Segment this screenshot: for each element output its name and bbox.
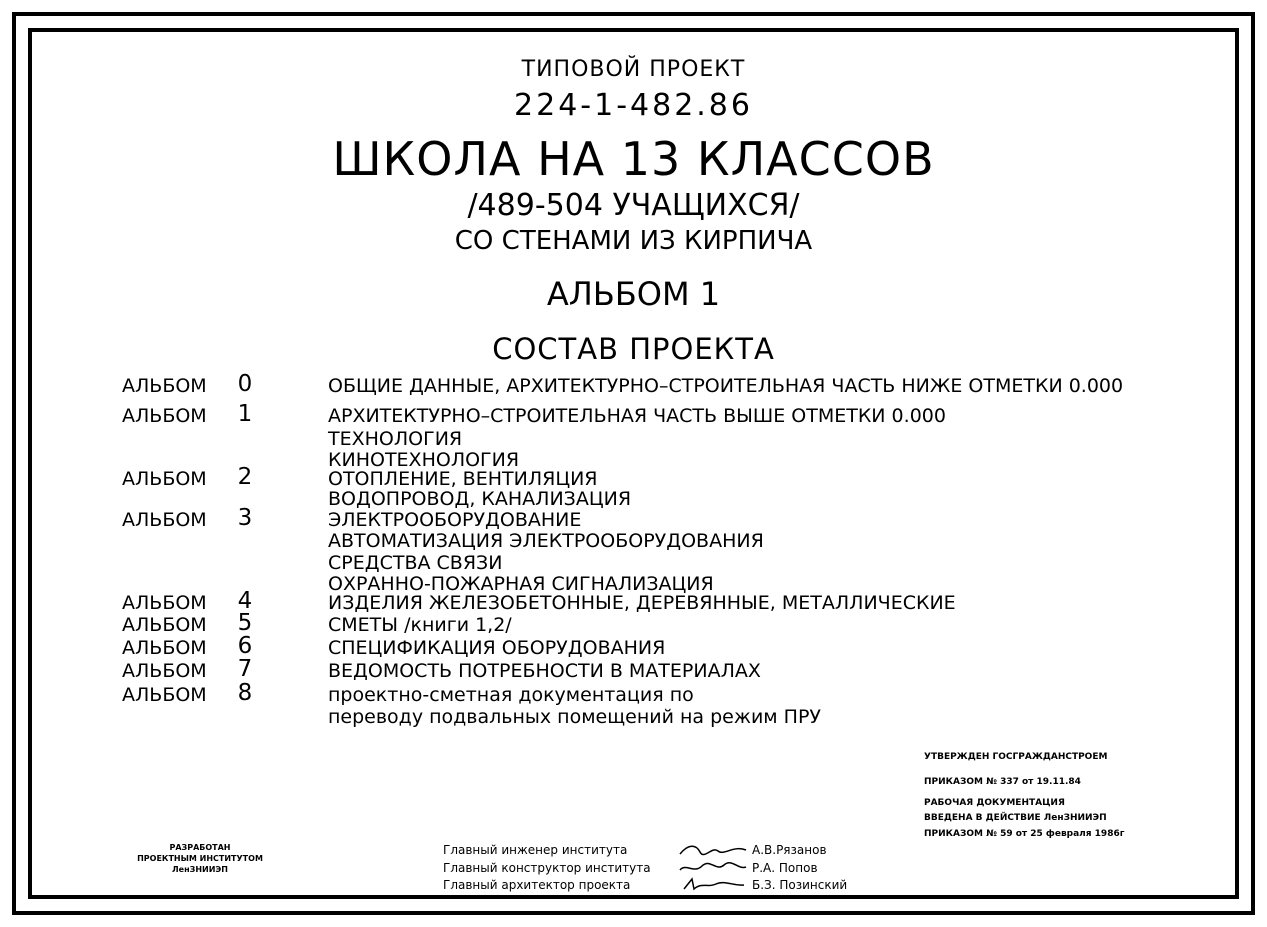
row-album: АЛЬБОМ [122, 468, 207, 490]
project-type: ТИПОВОЙ ПРОЕКТ [521, 57, 746, 82]
approval-line: ПРИКАЗОМ № 59 от 25 февраля 1986г [924, 829, 1125, 839]
row-num: 0 [237, 371, 253, 397]
row-album: АЛЬБОМ [122, 660, 207, 682]
signature-role: Главный архитектор проекта [443, 878, 631, 892]
row-desc: ИЗДЕЛИЯ ЖЕЛЕЗОБЕТОННЫЕ, ДЕРЕВЯННЫЕ, МЕТАЛЛИЧЕСКИЕ [328, 592, 956, 614]
row-desc: проектно-сметная документация по [328, 684, 694, 706]
row-desc: СРЕДСТВА СВЯЗИ [328, 552, 503, 574]
row-desc: ВЕДОМОСТЬ ПОТРЕБНОСТИ В МАТЕРИАЛАХ [328, 660, 761, 682]
row-album: АЛЬБОМ [122, 592, 207, 614]
developer-line: ПРОЕКТНЫМ ИНСТИТУТОМ [137, 854, 263, 863]
signature-name: А.В.Рязанов [752, 843, 827, 857]
row-album: АЛЬБОМ [122, 405, 207, 427]
row-num: 2 [237, 464, 253, 490]
row-num: 7 [237, 656, 253, 682]
row-num: 6 [237, 633, 253, 659]
row-album: АЛЬБОМ [122, 614, 207, 636]
project-title: ШКОЛА НА 13 КЛАССОВ [332, 132, 935, 186]
row-album: АЛЬБОМ [122, 509, 207, 531]
approval-line: ВВЕДЕНА В ДЕЙСТВИЕ ЛенЗНИИЭП [924, 813, 1107, 823]
row-num: 1 [237, 401, 253, 427]
row-desc: ОХРАННО-ПОЖАРНАЯ СИГНАЛИЗАЦИЯ [328, 573, 714, 595]
signature-mark [678, 876, 748, 892]
composition-title: СОСТАВ ПРОЕКТА [492, 332, 775, 366]
row-desc: СМЕТЫ /книги 1,2/ [328, 614, 512, 636]
row-album: АЛЬБОМ [122, 637, 207, 659]
row-album: АЛЬБОМ [122, 684, 207, 706]
signature-role: Главный конструктор института [443, 861, 651, 875]
row-album: АЛЬБОМ [122, 375, 207, 397]
row-desc: ОТОПЛЕНИЕ, ВЕНТИЛЯЦИЯ [328, 468, 598, 490]
row-desc: СПЕЦИФИКАЦИЯ ОБОРУДОВАНИЯ [328, 637, 666, 659]
developer-block [110, 842, 290, 875]
signature-name: Р.А. Попов [752, 861, 818, 875]
row-desc: ТЕХНОЛОГИЯ [328, 428, 463, 450]
signature-role: Главный инженер института [443, 843, 628, 857]
approval-line: ПРИКАЗОМ № 337 от 19.11.84 [924, 777, 1081, 787]
album-title: АЛЬБОМ 1 [546, 275, 721, 313]
row-desc: АРХИТЕКТУРНО–СТРОИТЕЛЬНАЯ ЧАСТЬ ВЫШЕ ОТМЕТКИ 0.000 [328, 405, 946, 427]
row-num: 5 [237, 610, 253, 636]
row-desc: АВТОМАТИЗАЦИЯ ЭЛЕКТРООБОРУДОВАНИЯ [328, 530, 764, 552]
project-material: СО СТЕНАМИ ИЗ КИРПИЧА [454, 226, 813, 256]
row-desc: переводу подвальных помещений на режим ПРУ [328, 706, 822, 728]
row-desc: ВОДОПРОВОД, КАНАЛИЗАЦИЯ [328, 488, 632, 510]
approval-line: УТВЕРЖДЕН ГОСГРАЖДАНСТРОЕМ [924, 752, 1108, 762]
row-num: 3 [237, 505, 253, 531]
signature-name: Б.З. Позинский [752, 878, 848, 892]
project-subtitle: /489-504 УЧАЩИХСЯ/ [467, 188, 800, 223]
developer-line: РАЗРАБОТАН [169, 843, 231, 852]
signature-mark [678, 842, 748, 858]
project-number: 224-1-482.86 [514, 88, 753, 123]
row-desc: ОБЩИЕ ДАННЫЕ, АРХИТЕКТУРНО–СТРОИТЕЛЬНАЯ ЧАСТЬ НИЖЕ ОТМЕТКИ 0.000 [328, 375, 1124, 397]
row-desc: КИНОТЕХНОЛОГИЯ [328, 449, 520, 471]
row-num: 4 [237, 588, 253, 614]
developer-line: ЛенЗНИИЭП [172, 865, 228, 874]
row-desc: ЭЛЕКТРООБОРУДОВАНИЕ [328, 509, 582, 531]
approval-line: РАБОЧАЯ ДОКУМЕНТАЦИЯ [924, 798, 1065, 808]
row-num: 8 [237, 680, 253, 706]
signature-mark [678, 860, 748, 876]
